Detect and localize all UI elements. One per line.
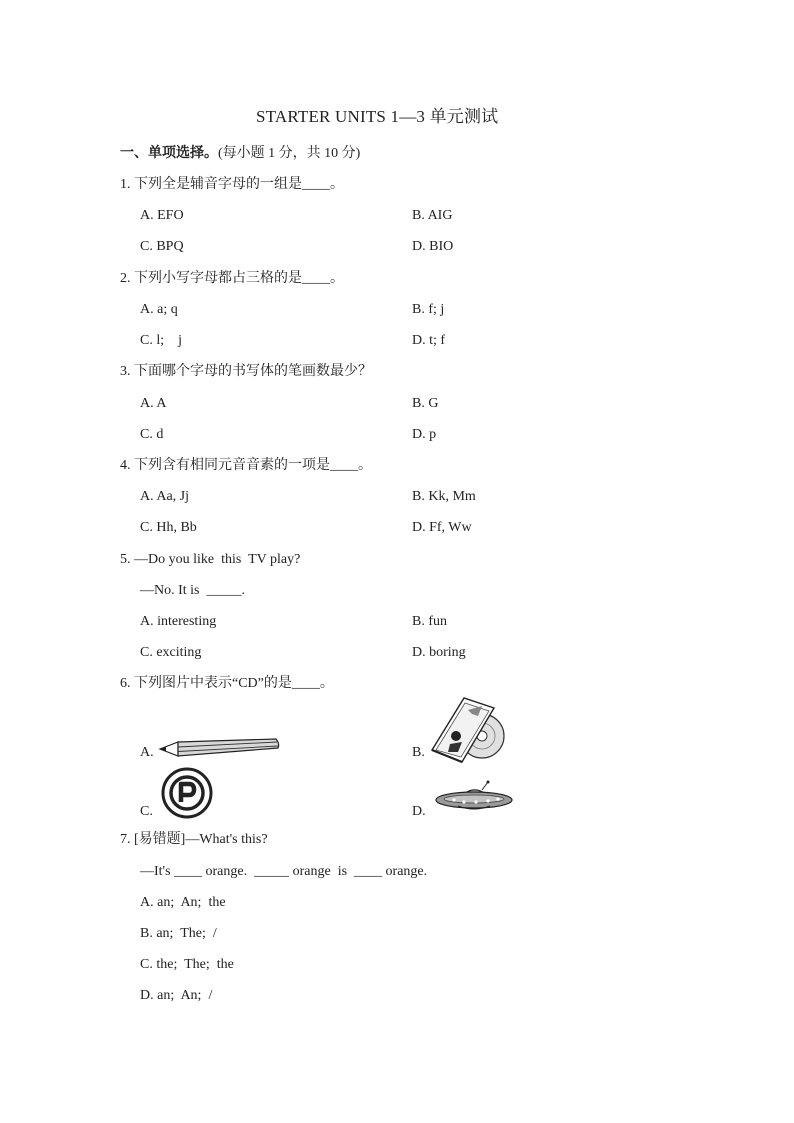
- question-2-option-c: C. l; j: [140, 333, 183, 348]
- question-4-option-c: C. Hh, Bb: [140, 520, 197, 535]
- question-4-option-a: A. Aa, Jj: [140, 489, 189, 504]
- question-1-option-b: B. AIG: [412, 208, 453, 223]
- question-7-stem-suffix: ]—What's this?: [180, 832, 268, 847]
- question-6-option-b: B.: [412, 745, 425, 760]
- question-1-option-c: C. BPQ: [140, 239, 184, 254]
- question-5-stem: 5. —Do you like this TV play?: [120, 552, 301, 567]
- section-heading-label: 一、单项选择。: [120, 146, 218, 161]
- question-5-option-a: A. interesting: [140, 614, 217, 629]
- question-7-option-c: C. the; The; the: [140, 957, 234, 972]
- question-4-option-d: D. Ff, Ww: [412, 520, 472, 535]
- question-7-stem: [120, 831, 268, 849]
- question-2-option-d: D. t; f: [412, 333, 446, 348]
- question-2-stem: 2. 下列小写字母都占三格的是____。: [120, 271, 344, 286]
- question-7-option-a: A. an; An; the: [140, 895, 226, 910]
- section-score-note: (每小题 1 分，共 10 分): [218, 146, 361, 161]
- question-4-option-b: B. Kk, Mm: [412, 489, 476, 504]
- question-2-option-a: A. a; q: [140, 302, 178, 317]
- question-7-option-b: B. an; The; /: [140, 926, 217, 941]
- question-3-option-d: D. p: [412, 427, 437, 442]
- parking-sign-icon: [160, 766, 214, 820]
- question-1-option-d: D. BIO: [412, 239, 454, 254]
- page-title: STARTER UNITS 1—3 单元测试: [256, 107, 499, 126]
- question-7-stem-prefix: 7. [: [120, 832, 139, 847]
- question-6-option-d: D.: [412, 804, 426, 819]
- question-1-option-a: A. EFO: [140, 208, 184, 223]
- question-6-option-a: A.: [140, 745, 154, 760]
- question-3-option-a: A. A: [140, 396, 167, 411]
- section-heading: [120, 145, 360, 163]
- question-3-option-c: C. d: [140, 427, 164, 442]
- question-7-tag: 易错题: [138, 832, 181, 847]
- question-6-stem: 6. 下列图片中表示“CD”的是____。: [120, 676, 334, 691]
- question-4-stem: 4. 下列含有相同元音音素的一项是____。: [120, 458, 372, 473]
- cd-case-icon: [428, 694, 510, 764]
- question-5-option-c: C. exciting: [140, 645, 202, 660]
- question-3-stem: 3. 下面哪个字母的书写体的笔画数最少？: [120, 364, 372, 379]
- question-5-option-d: D. boring: [412, 645, 466, 660]
- ufo-icon: [432, 780, 516, 816]
- pencil-icon: [158, 736, 282, 760]
- question-7-option-d: D. an; An; /: [140, 988, 213, 1003]
- question-1-stem: 1. 下列全是辅音字母的一组是____。: [120, 177, 344, 192]
- question-7-line2: —It's ____ orange. _____ orange is ____ orange.: [140, 864, 428, 879]
- question-3-option-b: B. G: [412, 396, 439, 411]
- question-6-option-c: C.: [140, 804, 153, 819]
- question-5-option-b: B. fun: [412, 614, 447, 629]
- question-2-option-b: B. f; j: [412, 302, 445, 317]
- question-5-line2: —No. It is _____.: [140, 583, 245, 598]
